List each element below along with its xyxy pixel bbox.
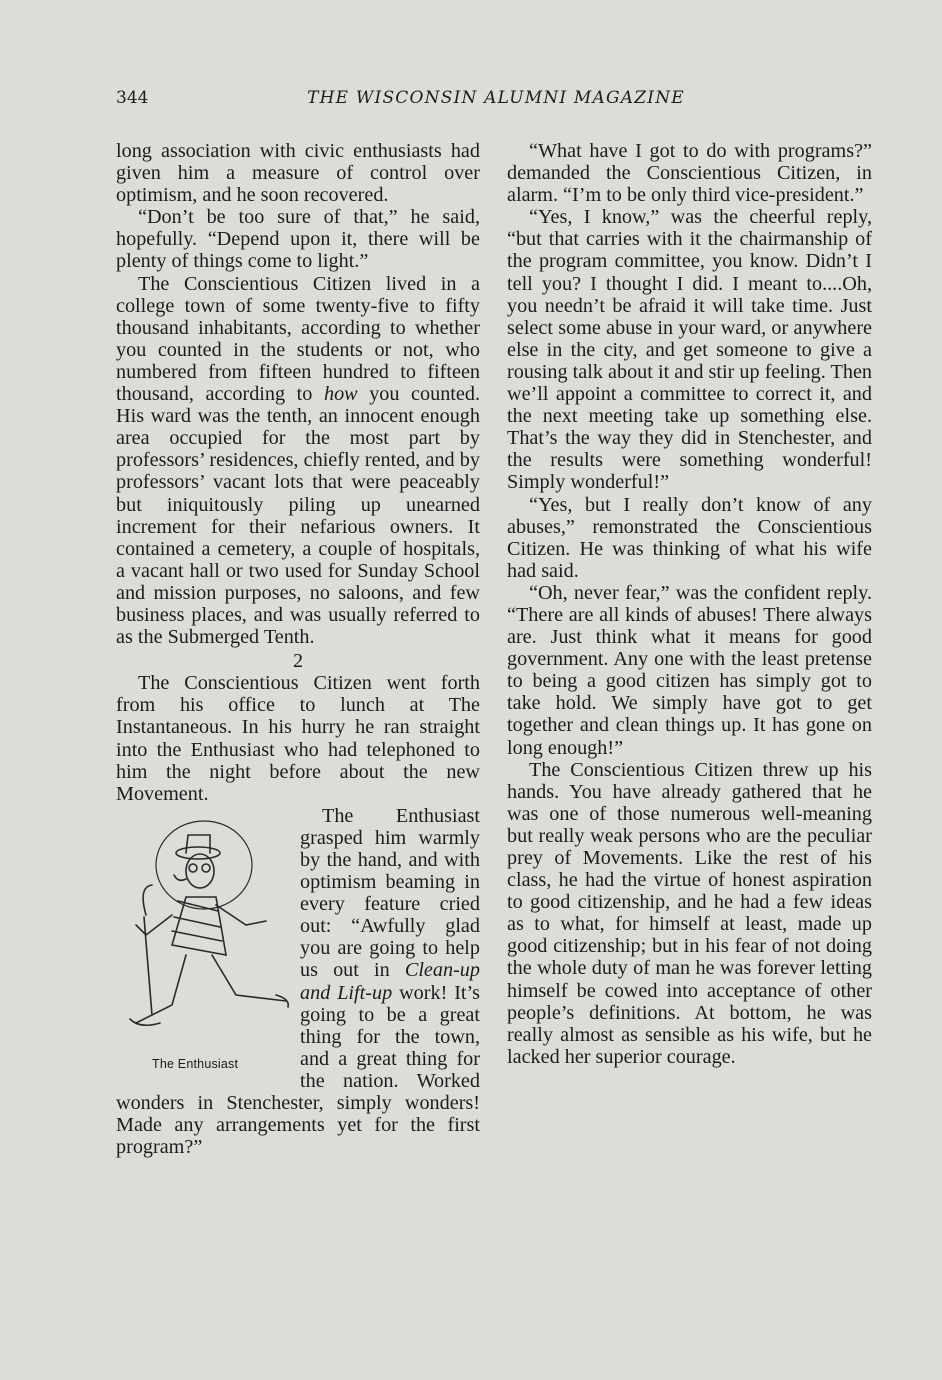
paragraph: The Conscientious Citizen went forth from his office to lunch at The Instantaneous. In his hurry he ran straight into the Enthusiast who had telephoned to him the night before about the new Movement. — [116, 672, 480, 805]
text-span: you counted. His ward was the tenth, an innocent enough area occupied for the most part by professors’ residences, chiefly rented, and by professors’ vacant lots that were peaceably but iniquitously piling up unearned increment for their nefarious owners. It contained a cemetery, a couple of hospitals, a vacant hall or two used for Sunday School and mission purposes, no saloons, and few business places, and was usually referred to as the Submerged Tenth. — [116, 383, 481, 649]
paragraph: “What have I got to do with programs?” demanded the Conscientious Citizen, in alarm. “I’m to be only third vice-president.” — [507, 140, 872, 207]
italic-text: how — [323, 383, 358, 406]
paragraph: “Don’t be too sure of that,” he said, hopefully. “Depend upon it, there will be plenty of things come to light.” — [116, 206, 480, 273]
running-head: THE WISCONSIN ALUMNI MAGAZINE — [307, 88, 685, 108]
paragraph: The Conscientious Citizen threw up his hands. You have already gathered that he was one of those numerous well-meaning but really weak persons who are the peculiar prey of Movements. Like the rest of his class, he had the virtue of honest aspiration to good citizenship, and he had a few ideas as to what, for himself at least, made up good citizenship; but in his fear of not doing the whole duty of man he was forever letting himself be cowed into acceptance of other people’s definitions. At bottom, he was really almost as sensible as his wife, but he lacked her superior courage. — [507, 758, 872, 1068]
left-column — [116, 140, 480, 1158]
section-number: 2 — [292, 650, 304, 673]
right-column — [507, 140, 872, 1068]
paragraph: “Oh, never fear,” was the confident reply. “There are all kinds of abuses! There always are. Just think what it means for good government. Any one with the least pretense to being a good citizen has simply got to take hold. We simply have got to get together and clean things up. It has gone on long enough!” — [507, 581, 872, 759]
paragraph: “Yes, I know,” was the cheerful reply, “but that carries with it the chairmanship of the program committee, you know. Didn’t I tell you? I thought I did. I meant to....Oh, you needn’t be afraid it will take time. Just select some abuse in your ward, or anywhere else in the city, and get someone to give a rousing talk about it and stir up feeling. Then we’ll appoint a committee to correct it, and the next meeting take up something else. That’s the way they did in Stenchester, and the results were something wonderful! Simply wonderful!” — [507, 206, 872, 494]
text-span: The Conscientious Citizen lived in a college town of some twenty-five to fifty thousand inhabitants, according to whether you counted in the students or not, who numbered from fifteen hundred to fifteen thousand, according to — [116, 272, 480, 406]
enthusiast-illustration — [116, 805, 294, 1073]
paragraph: long association with civic enthusiasts had given him a measure of control over optimism, and he soon recovered. — [116, 140, 480, 207]
page-number: 344 — [116, 88, 149, 108]
enthusiast-figure-drawing — [116, 805, 294, 1055]
italic-text: Clean-up and Lift-up — [300, 959, 480, 1004]
text-span: work! It’s going to be a great thing for the town, and a great thing for the nation. Worked wonders in Stenchester, simply wonders! Made any arrangements yet for the first program?” — [116, 981, 481, 1159]
paragraph: “Yes, but I really don’t know of any abuses,” remonstrated the Conscientious Citizen. He was thinking of what his wife had said. — [507, 493, 872, 582]
figure-caption: The Enthusiast — [152, 1056, 239, 1071]
paragraph — [116, 273, 480, 649]
text-span: The Enthusiast grasped him warmly by the hand, and with optimism beaming in every feature cried out: “Awfully glad you are going to help us out in — [300, 804, 480, 982]
page-header — [116, 88, 876, 112]
